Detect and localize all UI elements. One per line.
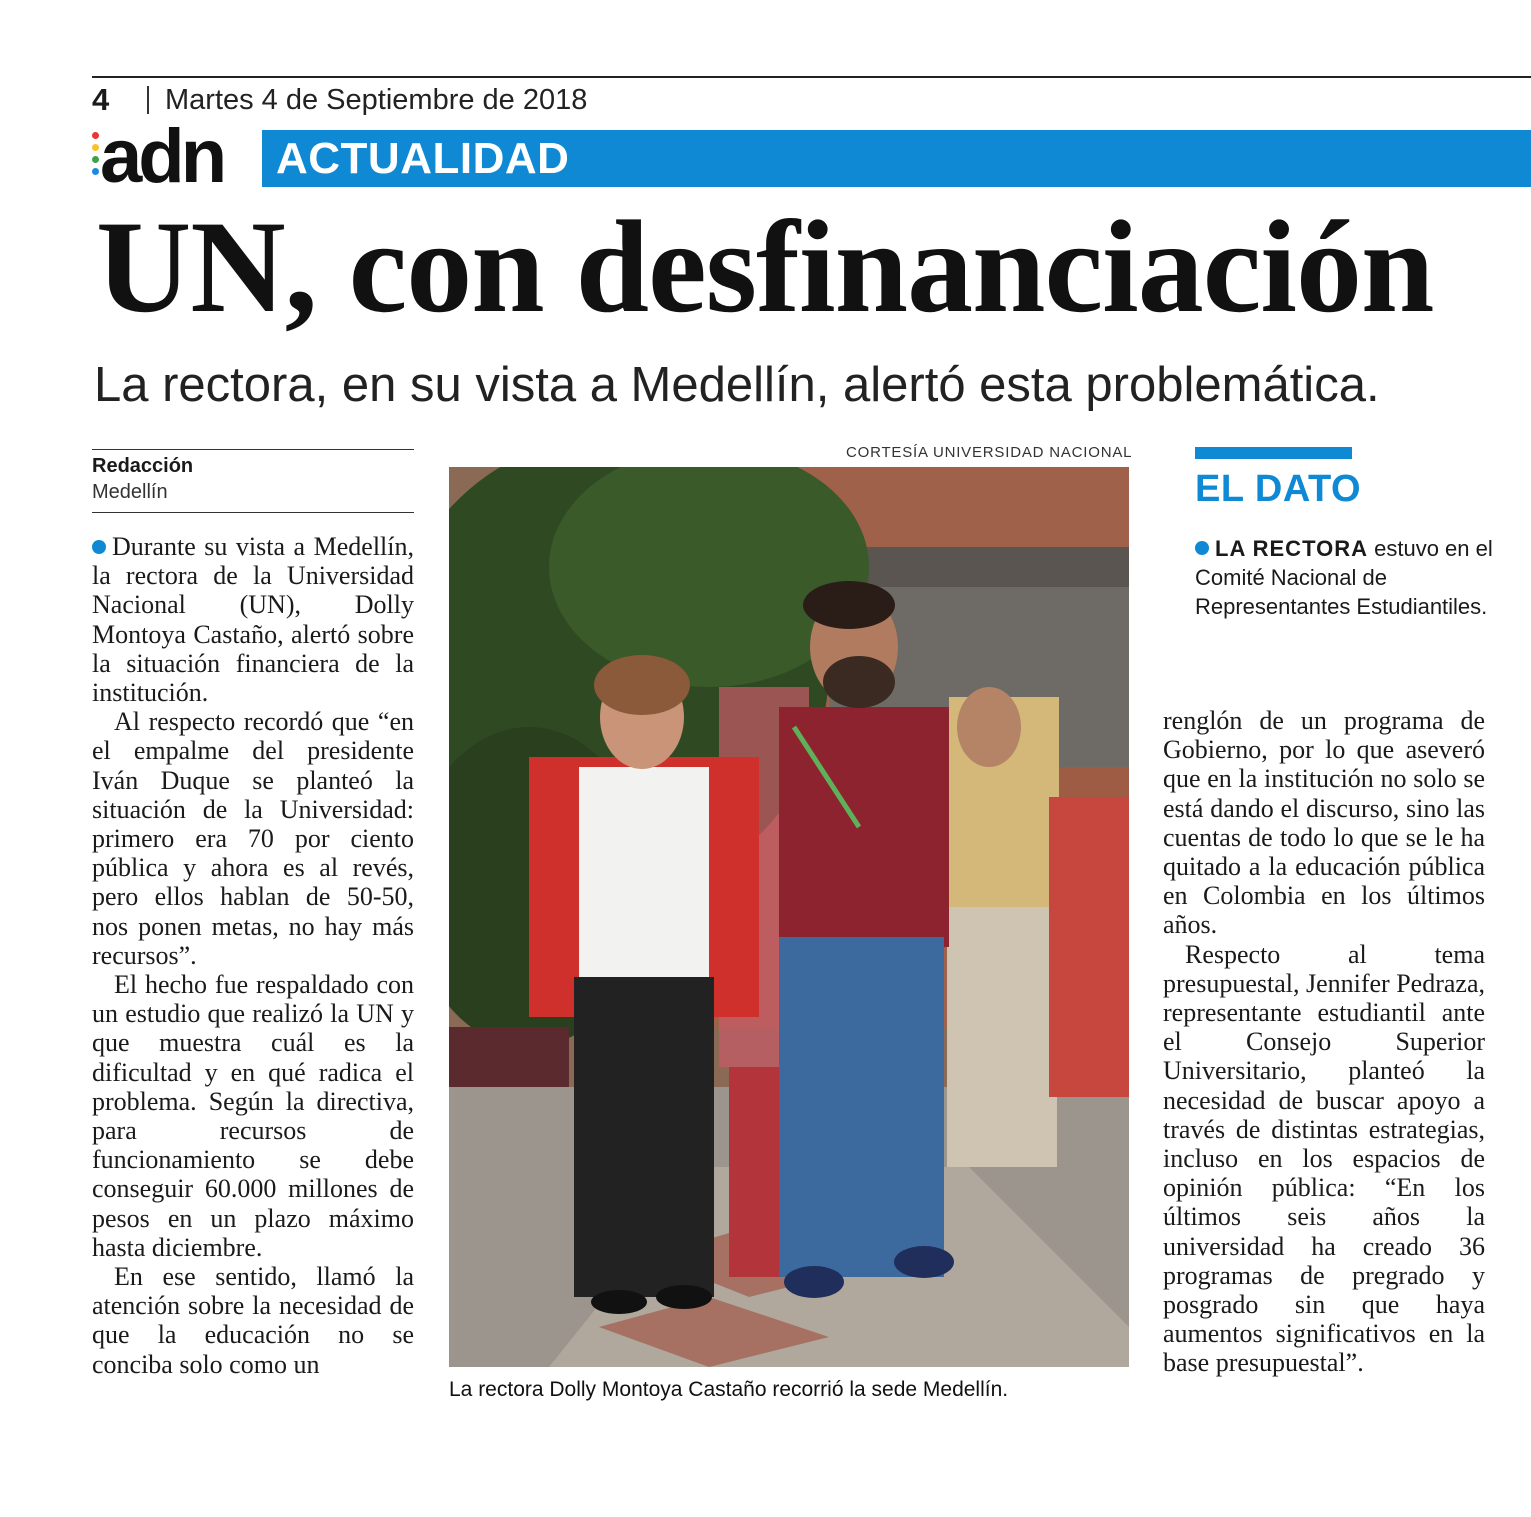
logo-dot-blue	[92, 168, 99, 175]
photo-credit: CORTESÍA UNIVERSIDAD NACIONAL	[846, 444, 1133, 461]
logo-dot-green	[92, 156, 99, 163]
paragraph: renglón de un programa de Gobierno, por lo que aseveró que en la institución no solo se está dando el discurso, sino las cuentas de todo lo que se le ha quitado a la educación pública en Colombia en los últimos años.	[1163, 706, 1485, 940]
paragraph: En ese sentido, llamó la atención sobre la necesidad de que la educación no se conciba solo como un	[92, 1262, 414, 1379]
bullet-icon	[1195, 541, 1209, 555]
date-separator	[147, 86, 149, 114]
byline-author: Redacción	[92, 455, 194, 477]
photo-caption: La rectora Dolly Montoya Castaño recorrió la sede Medellín.	[449, 1378, 1009, 1401]
article-photo	[449, 467, 1129, 1367]
el-dato-body: estuvo en el Comité Nacional de Representantes Estudiantiles.	[1195, 536, 1493, 619]
byline-rule-top	[92, 449, 414, 450]
el-dato-bar	[1195, 447, 1352, 459]
logo-dot-yellow	[92, 144, 99, 151]
adn-logo	[92, 114, 252, 199]
paragraph: Al respecto recordó que “en el empalme del presidente Iván Duque se planteó la situación de la Universidad: primero era 70 por ciento pública y ahora es al revés, pero ellos hablan de 50-50, nos ponen metas, no hay más recursos”.	[92, 707, 414, 970]
section-band	[262, 130, 1531, 187]
logo-dot-red	[92, 132, 99, 139]
section-label: ACTUALIDAD	[276, 134, 570, 183]
logo-text: adn	[100, 114, 224, 199]
subheadline: La rectora, en su vista a Medellín, alertó esta problemática.	[94, 358, 1380, 412]
byline-rule-bottom	[92, 512, 414, 513]
byline-place: Medellín	[92, 481, 168, 503]
paragraph: El hecho fue respaldado con un estudio que realizó la UN y que muestra cuál es la dificultad y en qué radica el problema. Según la directiva, para recursos de funcionamiento se debe conseguir 60.000 millones de pesos en un plazo máximo hasta diciembre.	[92, 970, 414, 1262]
article-column-right	[1163, 706, 1485, 1378]
bullet-icon	[92, 540, 106, 554]
publication-date: Martes 4 de Septiembre de 2018	[165, 84, 588, 116]
top-rule	[92, 76, 1531, 78]
paragraph: Durante su vista a Medellín, la rectora de la Universidad Nacional (UN), Dolly Montoya Castaño, alertó sobre la situación financiera de la institución.	[92, 532, 414, 708]
el-dato-lead: LA RECTORA	[1215, 536, 1368, 561]
headline: UN, con desfinanciación	[96, 193, 1434, 340]
page-number: 4	[92, 82, 110, 117]
paragraph: Respecto al tema presupuestal, Jennifer Pedraza, representante estudiantil ante el Consejo Superior Universitario, planteó la necesidad de buscar apoyo a través de distintas estrategias, incluso en los espacios de opinión pública: “En los últimos seis años la universidad ha creado 36 programas de pregrado y posgrado sin que haya aumentos significativos en la base presupuestal”.	[1163, 939, 1485, 1378]
article-column-left	[92, 532, 414, 1379]
el-dato-text	[1195, 534, 1495, 621]
el-dato-title: EL DATO	[1195, 468, 1362, 510]
photo-illustration	[449, 467, 1129, 1367]
